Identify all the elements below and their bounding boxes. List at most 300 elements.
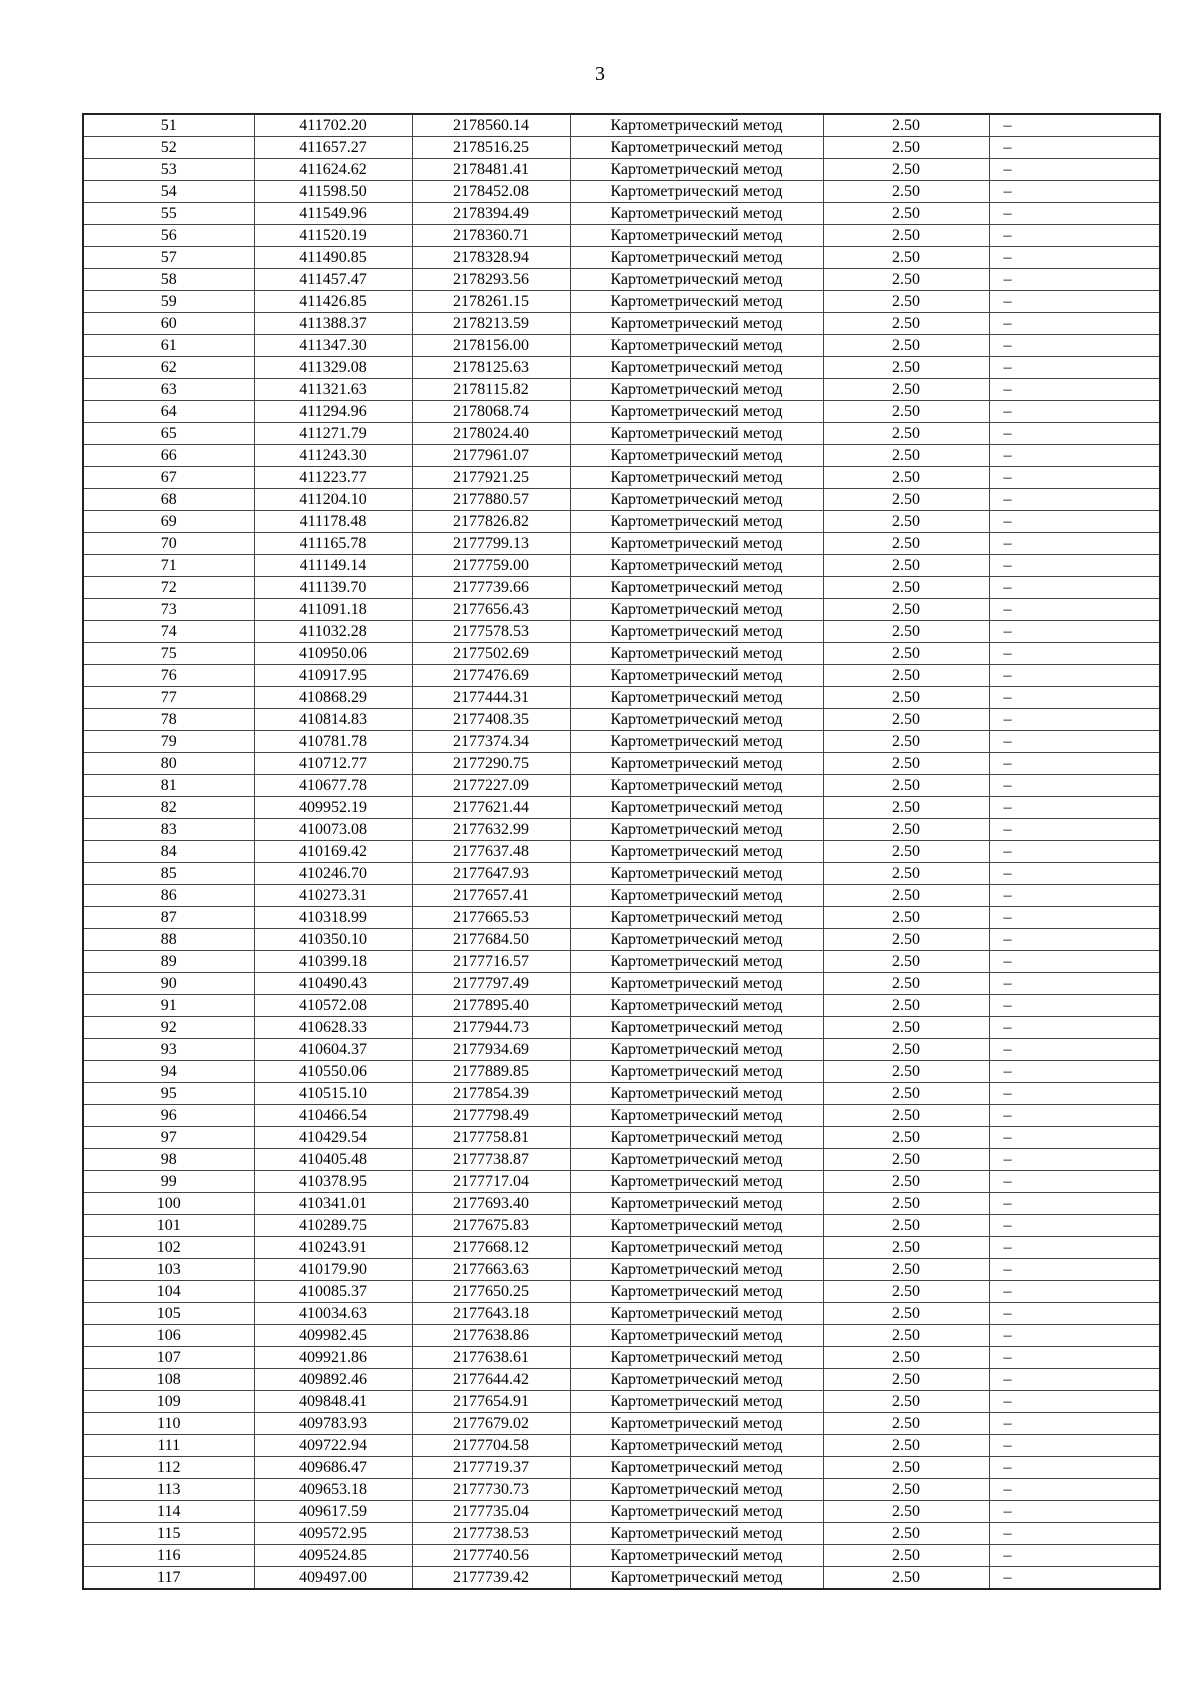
description-cell: – (989, 467, 1160, 489)
description-cell: – (989, 1545, 1160, 1567)
method-cell: Картометрический метод (570, 203, 823, 225)
y-coordinate-cell: 2177730.73 (412, 1479, 570, 1501)
y-coordinate-cell: 2177798.49 (412, 1105, 570, 1127)
y-coordinate-cell: 2178481.41 (412, 159, 570, 181)
table-row (83, 423, 1160, 445)
y-coordinate-cell: 2177663.63 (412, 1259, 570, 1281)
table-row (83, 731, 1160, 753)
description-cell: – (989, 885, 1160, 907)
y-coordinate-cell: 2178024.40 (412, 423, 570, 445)
method-cell: Картометрический метод (570, 907, 823, 929)
y-coordinate-cell: 2177716.57 (412, 951, 570, 973)
method-cell: Картометрический метод (570, 137, 823, 159)
x-coordinate-cell: 409617.59 (254, 1501, 412, 1523)
point-number-cell: 82 (83, 797, 254, 819)
table-row (83, 1149, 1160, 1171)
x-coordinate-cell: 409722.94 (254, 1435, 412, 1457)
x-coordinate-cell: 411520.19 (254, 225, 412, 247)
method-cell: Картометрический метод (570, 1413, 823, 1435)
y-coordinate-cell: 2177740.56 (412, 1545, 570, 1567)
method-cell: Картометрический метод (570, 775, 823, 797)
accuracy-cell: 2.50 (823, 1237, 989, 1259)
point-number-cell: 61 (83, 335, 254, 357)
accuracy-cell: 2.50 (823, 555, 989, 577)
table-row (83, 995, 1160, 1017)
y-coordinate-cell: 2177643.18 (412, 1303, 570, 1325)
method-cell: Картометрический метод (570, 1105, 823, 1127)
x-coordinate-cell: 411347.30 (254, 335, 412, 357)
point-number-cell: 66 (83, 445, 254, 467)
description-cell: – (989, 1501, 1160, 1523)
method-cell: Картометрический метод (570, 951, 823, 973)
y-coordinate-cell: 2177290.75 (412, 753, 570, 775)
point-number-cell: 102 (83, 1237, 254, 1259)
x-coordinate-cell: 410246.70 (254, 863, 412, 885)
description-cell: – (989, 1435, 1160, 1457)
x-coordinate-cell: 410868.29 (254, 687, 412, 709)
y-coordinate-cell: 2177644.42 (412, 1369, 570, 1391)
accuracy-cell: 2.50 (823, 973, 989, 995)
point-number-cell: 109 (83, 1391, 254, 1413)
table-row (83, 137, 1160, 159)
x-coordinate-cell: 411426.85 (254, 291, 412, 313)
description-cell: – (989, 841, 1160, 863)
coordinates-table (82, 113, 1161, 1590)
method-cell: Картометрический метод (570, 269, 823, 291)
method-cell: Картометрический метод (570, 181, 823, 203)
accuracy-cell: 2.50 (823, 1193, 989, 1215)
point-number-cell: 115 (83, 1523, 254, 1545)
method-cell: Картометрический метод (570, 467, 823, 489)
y-coordinate-cell: 2178328.94 (412, 247, 570, 269)
y-coordinate-cell: 2177880.57 (412, 489, 570, 511)
description-cell: – (989, 797, 1160, 819)
y-coordinate-cell: 2177650.25 (412, 1281, 570, 1303)
point-number-cell: 93 (83, 1039, 254, 1061)
x-coordinate-cell: 411549.96 (254, 203, 412, 225)
accuracy-cell: 2.50 (823, 445, 989, 467)
point-number-cell: 53 (83, 159, 254, 181)
table-row (83, 907, 1160, 929)
method-cell: Картометрический метод (570, 1391, 823, 1413)
method-cell: Картометрический метод (570, 1567, 823, 1590)
accuracy-cell: 2.50 (823, 1567, 989, 1590)
description-cell: – (989, 423, 1160, 445)
point-number-cell: 55 (83, 203, 254, 225)
table-row (83, 665, 1160, 687)
table-row (83, 643, 1160, 665)
method-cell: Картометрический метод (570, 929, 823, 951)
y-coordinate-cell: 2178516.25 (412, 137, 570, 159)
table-row (83, 753, 1160, 775)
y-coordinate-cell: 2177632.99 (412, 819, 570, 841)
x-coordinate-cell: 411294.96 (254, 401, 412, 423)
method-cell: Картометрический метод (570, 423, 823, 445)
table-row (83, 533, 1160, 555)
table-row (83, 1039, 1160, 1061)
method-cell: Картометрический метод (570, 335, 823, 357)
accuracy-cell: 2.50 (823, 907, 989, 929)
description-cell: – (989, 489, 1160, 511)
table-row (83, 973, 1160, 995)
point-number-cell: 101 (83, 1215, 254, 1237)
point-number-cell: 116 (83, 1545, 254, 1567)
method-cell: Картометрический метод (570, 1545, 823, 1567)
method-cell: Картометрический метод (570, 731, 823, 753)
accuracy-cell: 2.50 (823, 1127, 989, 1149)
x-coordinate-cell: 410515.10 (254, 1083, 412, 1105)
method-cell: Картометрический метод (570, 863, 823, 885)
y-coordinate-cell: 2177675.83 (412, 1215, 570, 1237)
table-row (83, 467, 1160, 489)
point-number-cell: 98 (83, 1149, 254, 1171)
accuracy-cell: 2.50 (823, 885, 989, 907)
method-cell: Картометрический метод (570, 709, 823, 731)
accuracy-cell: 2.50 (823, 753, 989, 775)
description-cell: – (989, 1457, 1160, 1479)
description-cell: – (989, 1061, 1160, 1083)
description-cell: – (989, 1479, 1160, 1501)
accuracy-cell: 2.50 (823, 621, 989, 643)
x-coordinate-cell: 410814.83 (254, 709, 412, 731)
point-number-cell: 73 (83, 599, 254, 621)
table-row (83, 1479, 1160, 1501)
point-number-cell: 114 (83, 1501, 254, 1523)
point-number-cell: 79 (83, 731, 254, 753)
y-coordinate-cell: 2178115.82 (412, 379, 570, 401)
point-number-cell: 104 (83, 1281, 254, 1303)
description-cell: – (989, 1413, 1160, 1435)
point-number-cell: 78 (83, 709, 254, 731)
y-coordinate-cell: 2178261.15 (412, 291, 570, 313)
point-number-cell: 97 (83, 1127, 254, 1149)
x-coordinate-cell: 410034.63 (254, 1303, 412, 1325)
y-coordinate-cell: 2177684.50 (412, 929, 570, 951)
description-cell: – (989, 1523, 1160, 1545)
accuracy-cell: 2.50 (823, 489, 989, 511)
point-number-cell: 58 (83, 269, 254, 291)
x-coordinate-cell: 411657.27 (254, 137, 412, 159)
method-cell: Картометрический метод (570, 1171, 823, 1193)
accuracy-cell: 2.50 (823, 929, 989, 951)
table-row (83, 379, 1160, 401)
accuracy-cell: 2.50 (823, 863, 989, 885)
accuracy-cell: 2.50 (823, 995, 989, 1017)
x-coordinate-cell: 410572.08 (254, 995, 412, 1017)
accuracy-cell: 2.50 (823, 1281, 989, 1303)
description-cell: – (989, 577, 1160, 599)
description-cell: – (989, 599, 1160, 621)
accuracy-cell: 2.50 (823, 1061, 989, 1083)
x-coordinate-cell: 409892.46 (254, 1369, 412, 1391)
y-coordinate-cell: 2177799.13 (412, 533, 570, 555)
method-cell: Картометрический метод (570, 885, 823, 907)
accuracy-cell: 2.50 (823, 225, 989, 247)
description-cell: – (989, 401, 1160, 423)
description-cell: – (989, 1127, 1160, 1149)
table-row (83, 203, 1160, 225)
x-coordinate-cell: 411457.47 (254, 269, 412, 291)
point-number-cell: 103 (83, 1259, 254, 1281)
method-cell: Картометрический метод (570, 1215, 823, 1237)
y-coordinate-cell: 2177502.69 (412, 643, 570, 665)
method-cell: Картометрический метод (570, 533, 823, 555)
accuracy-cell: 2.50 (823, 247, 989, 269)
x-coordinate-cell: 411329.08 (254, 357, 412, 379)
method-cell: Картометрический метод (570, 1149, 823, 1171)
accuracy-cell: 2.50 (823, 203, 989, 225)
x-coordinate-cell: 410073.08 (254, 819, 412, 841)
point-number-cell: 80 (83, 753, 254, 775)
description-cell: – (989, 114, 1160, 137)
point-number-cell: 72 (83, 577, 254, 599)
method-cell: Картометрический метод (570, 621, 823, 643)
table-row (83, 1237, 1160, 1259)
x-coordinate-cell: 409572.95 (254, 1523, 412, 1545)
method-cell: Картометрический метод (570, 1061, 823, 1083)
y-coordinate-cell: 2177759.00 (412, 555, 570, 577)
point-number-cell: 89 (83, 951, 254, 973)
table-row (83, 819, 1160, 841)
x-coordinate-cell: 409848.41 (254, 1391, 412, 1413)
accuracy-cell: 2.50 (823, 181, 989, 203)
x-coordinate-cell: 409497.00 (254, 1567, 412, 1590)
description-cell: – (989, 951, 1160, 973)
x-coordinate-cell: 411271.79 (254, 423, 412, 445)
description-cell: – (989, 1149, 1160, 1171)
method-cell: Картометрический метод (570, 1369, 823, 1391)
table-row (83, 1325, 1160, 1347)
y-coordinate-cell: 2177621.44 (412, 797, 570, 819)
x-coordinate-cell: 411490.85 (254, 247, 412, 269)
description-cell: – (989, 1215, 1160, 1237)
y-coordinate-cell: 2177665.53 (412, 907, 570, 929)
y-coordinate-cell: 2177739.66 (412, 577, 570, 599)
point-number-cell: 51 (83, 114, 254, 137)
x-coordinate-cell: 411032.28 (254, 621, 412, 643)
description-cell: – (989, 225, 1160, 247)
x-coordinate-cell: 411165.78 (254, 533, 412, 555)
y-coordinate-cell: 2177657.41 (412, 885, 570, 907)
method-cell: Картометрический метод (570, 1523, 823, 1545)
x-coordinate-cell: 411178.48 (254, 511, 412, 533)
table-row (83, 1457, 1160, 1479)
x-coordinate-cell: 410781.78 (254, 731, 412, 753)
y-coordinate-cell: 2177668.12 (412, 1237, 570, 1259)
accuracy-cell: 2.50 (823, 1391, 989, 1413)
y-coordinate-cell: 2177719.37 (412, 1457, 570, 1479)
y-coordinate-cell: 2177374.34 (412, 731, 570, 753)
accuracy-cell: 2.50 (823, 1435, 989, 1457)
x-coordinate-cell: 409524.85 (254, 1545, 412, 1567)
table-row (83, 951, 1160, 973)
y-coordinate-cell: 2177889.85 (412, 1061, 570, 1083)
x-coordinate-cell: 411702.20 (254, 114, 412, 137)
accuracy-cell: 2.50 (823, 797, 989, 819)
method-cell: Картометрический метод (570, 114, 823, 137)
table-row (83, 1171, 1160, 1193)
accuracy-cell: 2.50 (823, 511, 989, 533)
description-cell: – (989, 379, 1160, 401)
description-cell: – (989, 1347, 1160, 1369)
method-cell: Картометрический метод (570, 379, 823, 401)
y-coordinate-cell: 2177654.91 (412, 1391, 570, 1413)
description-cell: – (989, 863, 1160, 885)
method-cell: Картометрический метод (570, 247, 823, 269)
x-coordinate-cell: 410243.91 (254, 1237, 412, 1259)
x-coordinate-cell: 410169.42 (254, 841, 412, 863)
description-cell: – (989, 1105, 1160, 1127)
table-row (83, 1567, 1160, 1590)
description-cell: – (989, 1237, 1160, 1259)
x-coordinate-cell: 410950.06 (254, 643, 412, 665)
accuracy-cell: 2.50 (823, 1105, 989, 1127)
table-row (83, 114, 1160, 137)
point-number-cell: 52 (83, 137, 254, 159)
table-row (83, 1369, 1160, 1391)
y-coordinate-cell: 2177647.93 (412, 863, 570, 885)
accuracy-cell: 2.50 (823, 357, 989, 379)
method-cell: Картометрический метод (570, 1325, 823, 1347)
table-row (83, 1281, 1160, 1303)
description-cell: – (989, 929, 1160, 951)
method-cell: Картометрический метод (570, 1083, 823, 1105)
x-coordinate-cell: 410289.75 (254, 1215, 412, 1237)
accuracy-cell: 2.50 (823, 1413, 989, 1435)
point-number-cell: 62 (83, 357, 254, 379)
point-number-cell: 84 (83, 841, 254, 863)
method-cell: Картометрический метод (570, 1237, 823, 1259)
y-coordinate-cell: 2177739.42 (412, 1567, 570, 1590)
description-cell: – (989, 511, 1160, 533)
method-cell: Картометрический метод (570, 819, 823, 841)
table-row (83, 1193, 1160, 1215)
x-coordinate-cell: 409952.19 (254, 797, 412, 819)
accuracy-cell: 2.50 (823, 1083, 989, 1105)
method-cell: Картометрический метод (570, 555, 823, 577)
description-cell: – (989, 995, 1160, 1017)
accuracy-cell: 2.50 (823, 1501, 989, 1523)
y-coordinate-cell: 2178125.63 (412, 357, 570, 379)
table-row (83, 929, 1160, 951)
accuracy-cell: 2.50 (823, 114, 989, 137)
y-coordinate-cell: 2177637.48 (412, 841, 570, 863)
accuracy-cell: 2.50 (823, 1039, 989, 1061)
y-coordinate-cell: 2177578.53 (412, 621, 570, 643)
point-number-cell: 57 (83, 247, 254, 269)
y-coordinate-cell: 2178394.49 (412, 203, 570, 225)
method-cell: Картометрический метод (570, 1303, 823, 1325)
method-cell: Картометрический метод (570, 1281, 823, 1303)
y-coordinate-cell: 2177638.86 (412, 1325, 570, 1347)
y-coordinate-cell: 2178452.08 (412, 181, 570, 203)
x-coordinate-cell: 411223.77 (254, 467, 412, 489)
table-row (83, 489, 1160, 511)
method-cell: Картометрический метод (570, 577, 823, 599)
description-cell: – (989, 291, 1160, 313)
description-cell: – (989, 973, 1160, 995)
accuracy-cell: 2.50 (823, 1545, 989, 1567)
table-row (83, 1435, 1160, 1457)
point-number-cell: 83 (83, 819, 254, 841)
x-coordinate-cell: 409686.47 (254, 1457, 412, 1479)
table-row (83, 1083, 1160, 1105)
description-cell: – (989, 137, 1160, 159)
accuracy-cell: 2.50 (823, 1325, 989, 1347)
method-cell: Картометрический метод (570, 1017, 823, 1039)
description-cell: – (989, 709, 1160, 731)
description-cell: – (989, 159, 1160, 181)
table-row (83, 313, 1160, 335)
y-coordinate-cell: 2177408.35 (412, 709, 570, 731)
accuracy-cell: 2.50 (823, 137, 989, 159)
point-number-cell: 81 (83, 775, 254, 797)
description-cell: – (989, 1391, 1160, 1413)
description-cell: – (989, 203, 1160, 225)
table-row (83, 1391, 1160, 1413)
accuracy-cell: 2.50 (823, 665, 989, 687)
y-coordinate-cell: 2178360.71 (412, 225, 570, 247)
accuracy-cell: 2.50 (823, 159, 989, 181)
page-number: 3 (595, 63, 605, 85)
point-number-cell: 77 (83, 687, 254, 709)
method-cell: Картометрический метод (570, 1259, 823, 1281)
point-number-cell: 112 (83, 1457, 254, 1479)
point-number-cell: 60 (83, 313, 254, 335)
point-number-cell: 105 (83, 1303, 254, 1325)
x-coordinate-cell: 410350.10 (254, 929, 412, 951)
method-cell: Картометрический метод (570, 753, 823, 775)
point-number-cell: 65 (83, 423, 254, 445)
description-cell: – (989, 181, 1160, 203)
table-row (83, 841, 1160, 863)
x-coordinate-cell: 410917.95 (254, 665, 412, 687)
x-coordinate-cell: 410273.31 (254, 885, 412, 907)
point-number-cell: 67 (83, 467, 254, 489)
y-coordinate-cell: 2177704.58 (412, 1435, 570, 1457)
description-cell: – (989, 687, 1160, 709)
description-cell: – (989, 665, 1160, 687)
accuracy-cell: 2.50 (823, 709, 989, 731)
point-number-cell: 110 (83, 1413, 254, 1435)
table-row (83, 1017, 1160, 1039)
accuracy-cell: 2.50 (823, 1347, 989, 1369)
accuracy-cell: 2.50 (823, 731, 989, 753)
table-row (83, 577, 1160, 599)
method-cell: Картометрический метод (570, 797, 823, 819)
description-cell: – (989, 1281, 1160, 1303)
x-coordinate-cell: 411321.63 (254, 379, 412, 401)
x-coordinate-cell: 411388.37 (254, 313, 412, 335)
x-coordinate-cell: 409653.18 (254, 1479, 412, 1501)
description-cell: – (989, 269, 1160, 291)
x-coordinate-cell: 410085.37 (254, 1281, 412, 1303)
method-cell: Картометрический метод (570, 291, 823, 313)
y-coordinate-cell: 2177758.81 (412, 1127, 570, 1149)
table-row (83, 621, 1160, 643)
accuracy-cell: 2.50 (823, 269, 989, 291)
description-cell: – (989, 753, 1160, 775)
accuracy-cell: 2.50 (823, 379, 989, 401)
accuracy-cell: 2.50 (823, 335, 989, 357)
point-number-cell: 70 (83, 533, 254, 555)
table-row (83, 357, 1160, 379)
table-row (83, 775, 1160, 797)
x-coordinate-cell: 410628.33 (254, 1017, 412, 1039)
description-cell: – (989, 731, 1160, 753)
description-cell: – (989, 643, 1160, 665)
description-cell: – (989, 1303, 1160, 1325)
